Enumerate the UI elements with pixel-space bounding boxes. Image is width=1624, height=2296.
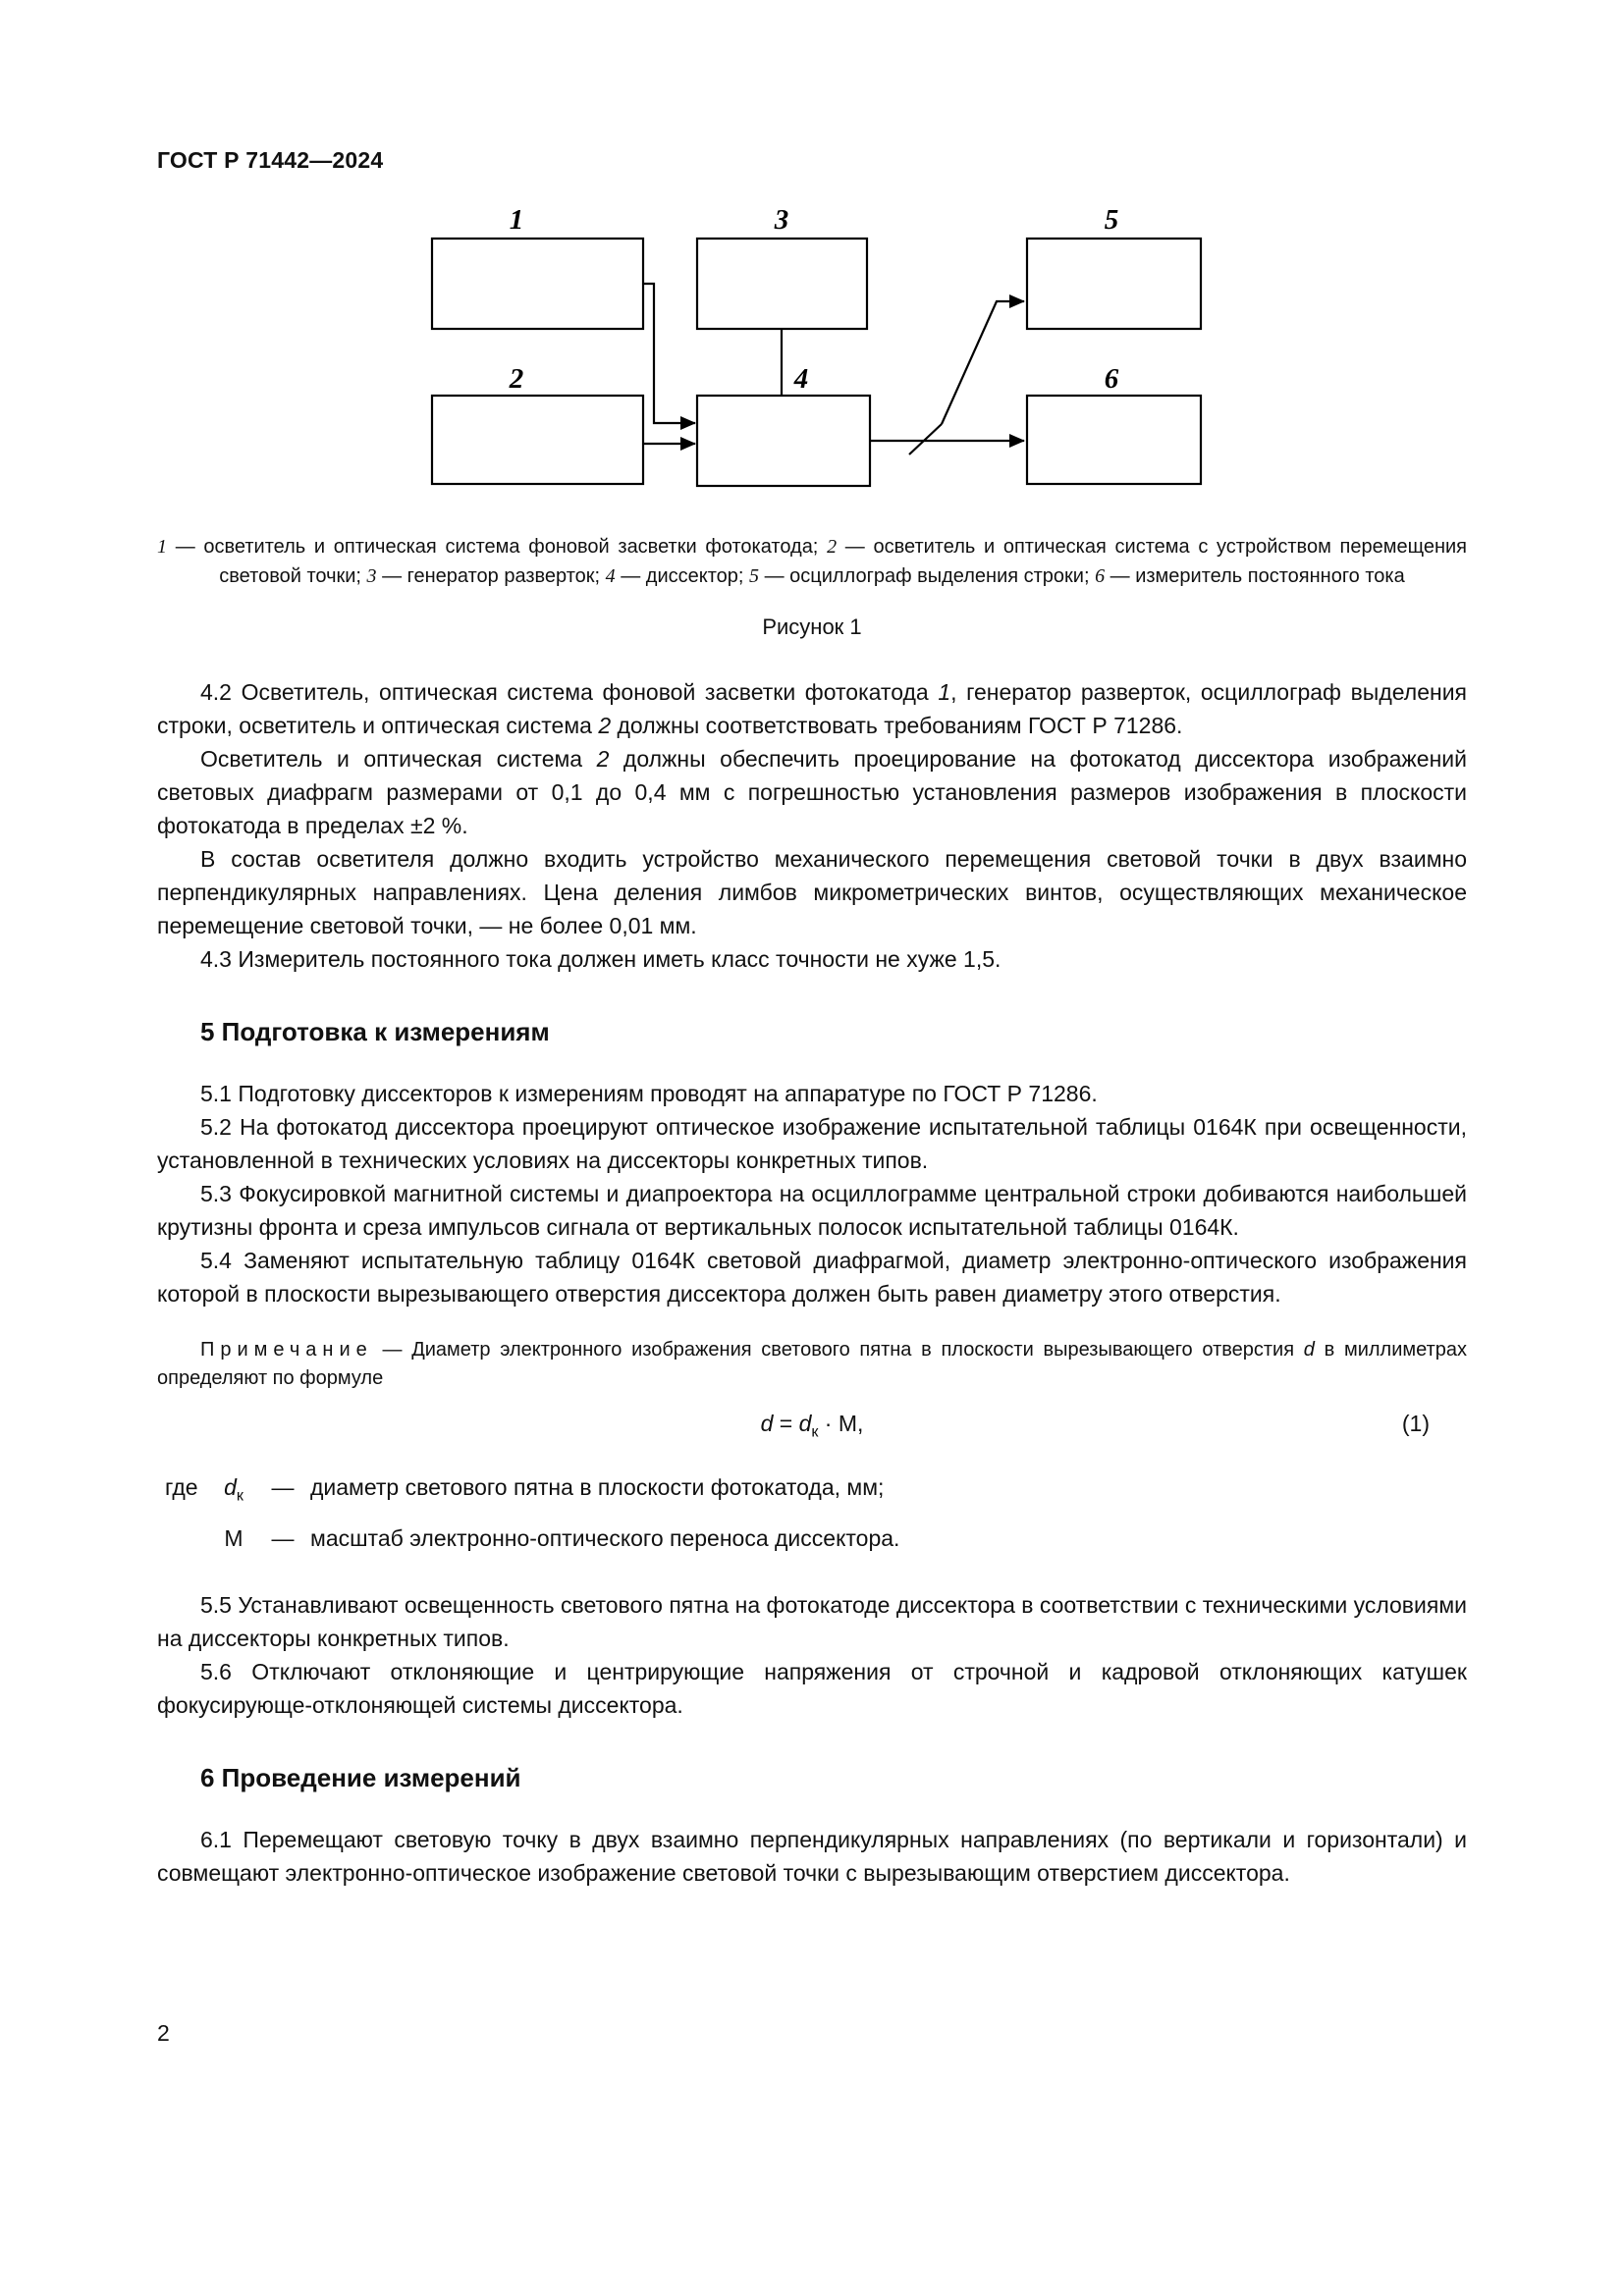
content-blocks [157, 675, 1467, 1890]
figure-box-label-3: 3 [774, 205, 789, 236]
text-run: 5.4 Заменяют испытательную таблицу 0164К световой диафрагмой, диаметр электронно-оптического изображения которой в плоскости вырезывающего отверстия диссектора должен быть равен диаметру этого отверстия. [157, 1248, 1467, 1307]
section-heading: 5 Подготовка к измерениям [200, 1017, 550, 1046]
paragraph [157, 1588, 1467, 1655]
figure-box-6 [1027, 396, 1201, 484]
figure-box-5 [1027, 239, 1201, 329]
where-lead: где [165, 1473, 198, 1500]
text-run: 5.5 Устанавливают освещенность светового пятна на фотокатоде диссектора в соответствии с техническими условиями на диссекторы конкретных типов. [157, 1592, 1467, 1652]
text-run: 5.1 Подготовку диссекторов к измерениям проводят на аппаратуре по ГОСТ Р 71286. [200, 1081, 1098, 1106]
section-heading: 6 Проведение измерений [200, 1763, 521, 1793]
text-run: к [811, 1422, 819, 1441]
text-run: должны обеспечить проецирование на фотокатод диссектора изображений световых диафрагм размерами от 0,1 до 0,4 мм с погрешностью установления размеров изображения в плоскости фотокатода в пределах ±2 %. [157, 746, 1467, 838]
connector-switch-to-box5 [942, 301, 1024, 424]
paragraph [157, 1655, 1467, 1722]
where-row [165, 1470, 1467, 1513]
text-run: d [224, 1473, 237, 1500]
switch-symbol [909, 424, 942, 454]
caption-ref-number: 2 [827, 536, 838, 558]
text-run: d [798, 1411, 812, 1436]
paragraph [157, 1177, 1467, 1244]
figure-box-3 [697, 239, 867, 329]
paragraph [157, 742, 1467, 842]
caption-ref-number: 5 [749, 565, 760, 587]
figure-box-1 [432, 239, 643, 329]
figure-box-label-4: 4 [793, 363, 809, 395]
text-run: В состав осветителя должно входить устройство механического перемещения световой точки в двух взаимно перпендикулярных направлениях. Цена деления лимбов микрометрических винтов, осуществляющих механическое перемещение световой точки, — не более 0,01 мм. [157, 846, 1467, 938]
caption-text: — диссектор; [615, 565, 750, 587]
block-diagram-svg [430, 205, 1208, 500]
text-run: 2 [598, 713, 612, 738]
figure-box-label-1: 1 [509, 205, 524, 236]
text-run: 4.3 Измеритель постоянного тока должен иметь класс точности не хуже 1,5. [200, 946, 1001, 972]
text-run: 5.6 Отключают отклоняющие и центрирующие напряжения от строчной и кадровой отклоняющих катушек фокусирующе-отклоняющей системы диссектора. [157, 1659, 1467, 1719]
caption-ref-number: 6 [1095, 565, 1106, 587]
where-term [212, 1470, 255, 1513]
text-run: 5.2 На фотокатод диссектора проецируют оптическое изображение испытательной таблицы 0164К при освещенности, установленной в технических условиях на диссекторы конкретных типов. [157, 1114, 1467, 1173]
text-run: , генератор разверток, осциллограф выделения строки, осветитель и оптическая система [157, 679, 1468, 738]
text-run: 2 [596, 746, 610, 772]
paragraph [157, 1077, 1467, 1110]
caption-text: — осветитель и оптическая система фоновой засветки фотокатода; [167, 536, 828, 558]
caption-text: — измеритель постоянного тока [1105, 565, 1405, 587]
where-dash: — [271, 1525, 295, 1552]
paragraph [157, 675, 1467, 742]
caption-text: — генератор разверток; [376, 565, 606, 587]
where-definition: диаметр светового пятна в плоскости фотокатода, мм; [310, 1473, 885, 1500]
text-run: d [760, 1411, 774, 1436]
note [157, 1336, 1467, 1393]
where-lead [165, 1522, 212, 1555]
text-run: d [1303, 1339, 1315, 1361]
figure-box-label-2: 2 [509, 363, 524, 395]
where-term [212, 1522, 255, 1555]
text-run: 4.2 Осветитель, оптическая система фоновой засветки фотокатода [200, 679, 939, 705]
connector-box1-to-box4 [643, 284, 695, 423]
text-run: должны соответствовать требованиям ГОСТ Р 71286. [611, 713, 1183, 738]
figure-1 [157, 205, 1467, 640]
figure-caption [157, 532, 1467, 591]
page-number: 2 [157, 2020, 170, 2046]
block-diagram [430, 205, 1208, 505]
figure-box-2 [432, 396, 643, 484]
paragraph [157, 842, 1467, 942]
text-run: Осветитель и оптическая система [200, 746, 597, 772]
formula [760, 1411, 864, 1441]
text-run: = [773, 1411, 799, 1436]
paragraph [157, 1110, 1467, 1177]
text-run: 6.1 Перемещают световую точку в двух взаимно перпендикулярных направлениях (по вертикали и горизонтали) и совмещают электронно-оптическое изображение световой точки с вырезывающим отверстием диссектора. [157, 1827, 1467, 1887]
paragraph [157, 1823, 1467, 1890]
text-run: к [236, 1486, 244, 1505]
formula-block [157, 1407, 1467, 1449]
text-run: — Диаметр электронного изображения светового пятна в плоскости вырезывающего отверстия [372, 1339, 1304, 1361]
text-run: М [224, 1525, 244, 1552]
text-run: в миллиметрах определяют по формуле [157, 1339, 1467, 1389]
caption-text: — осциллограф выделения строки; [759, 565, 1096, 587]
caption-ref-number: 4 [605, 565, 616, 587]
where-block [157, 1470, 1467, 1556]
text-run: · М, [818, 1411, 864, 1436]
figure-box-label-5: 5 [1104, 205, 1119, 236]
formula-number: (1) [1401, 1411, 1430, 1436]
paragraph [157, 942, 1467, 976]
text-run: 5.3 Фокусировкой магнитной системы и диапроектора на осциллограмме центральной строки добиваются наибольшей крутизны фронта и среза импульсов сигнала от вертикальных полосок испытательной таблицы 0164К. [157, 1181, 1467, 1240]
figure-box-label-6: 6 [1104, 363, 1119, 395]
where-dash: — [271, 1473, 295, 1500]
caption-ref-number: 1 [157, 536, 167, 558]
doc-header: ГОСТ Р 71442—2024 [157, 147, 384, 173]
note-label: Примечание [200, 1339, 373, 1361]
caption-text: — осветитель и оптическая система с устройством перемещения световой точки; [219, 536, 1467, 587]
figure-label: Рисунок 1 [762, 614, 862, 639]
text-run: 1 [938, 679, 951, 705]
where-definition: масштаб электронно-оптического переноса диссектора. [310, 1525, 900, 1552]
figure-box-4 [697, 396, 870, 486]
paragraph [157, 1244, 1467, 1310]
where-row [165, 1522, 1467, 1555]
caption-ref-number: 3 [366, 565, 377, 587]
